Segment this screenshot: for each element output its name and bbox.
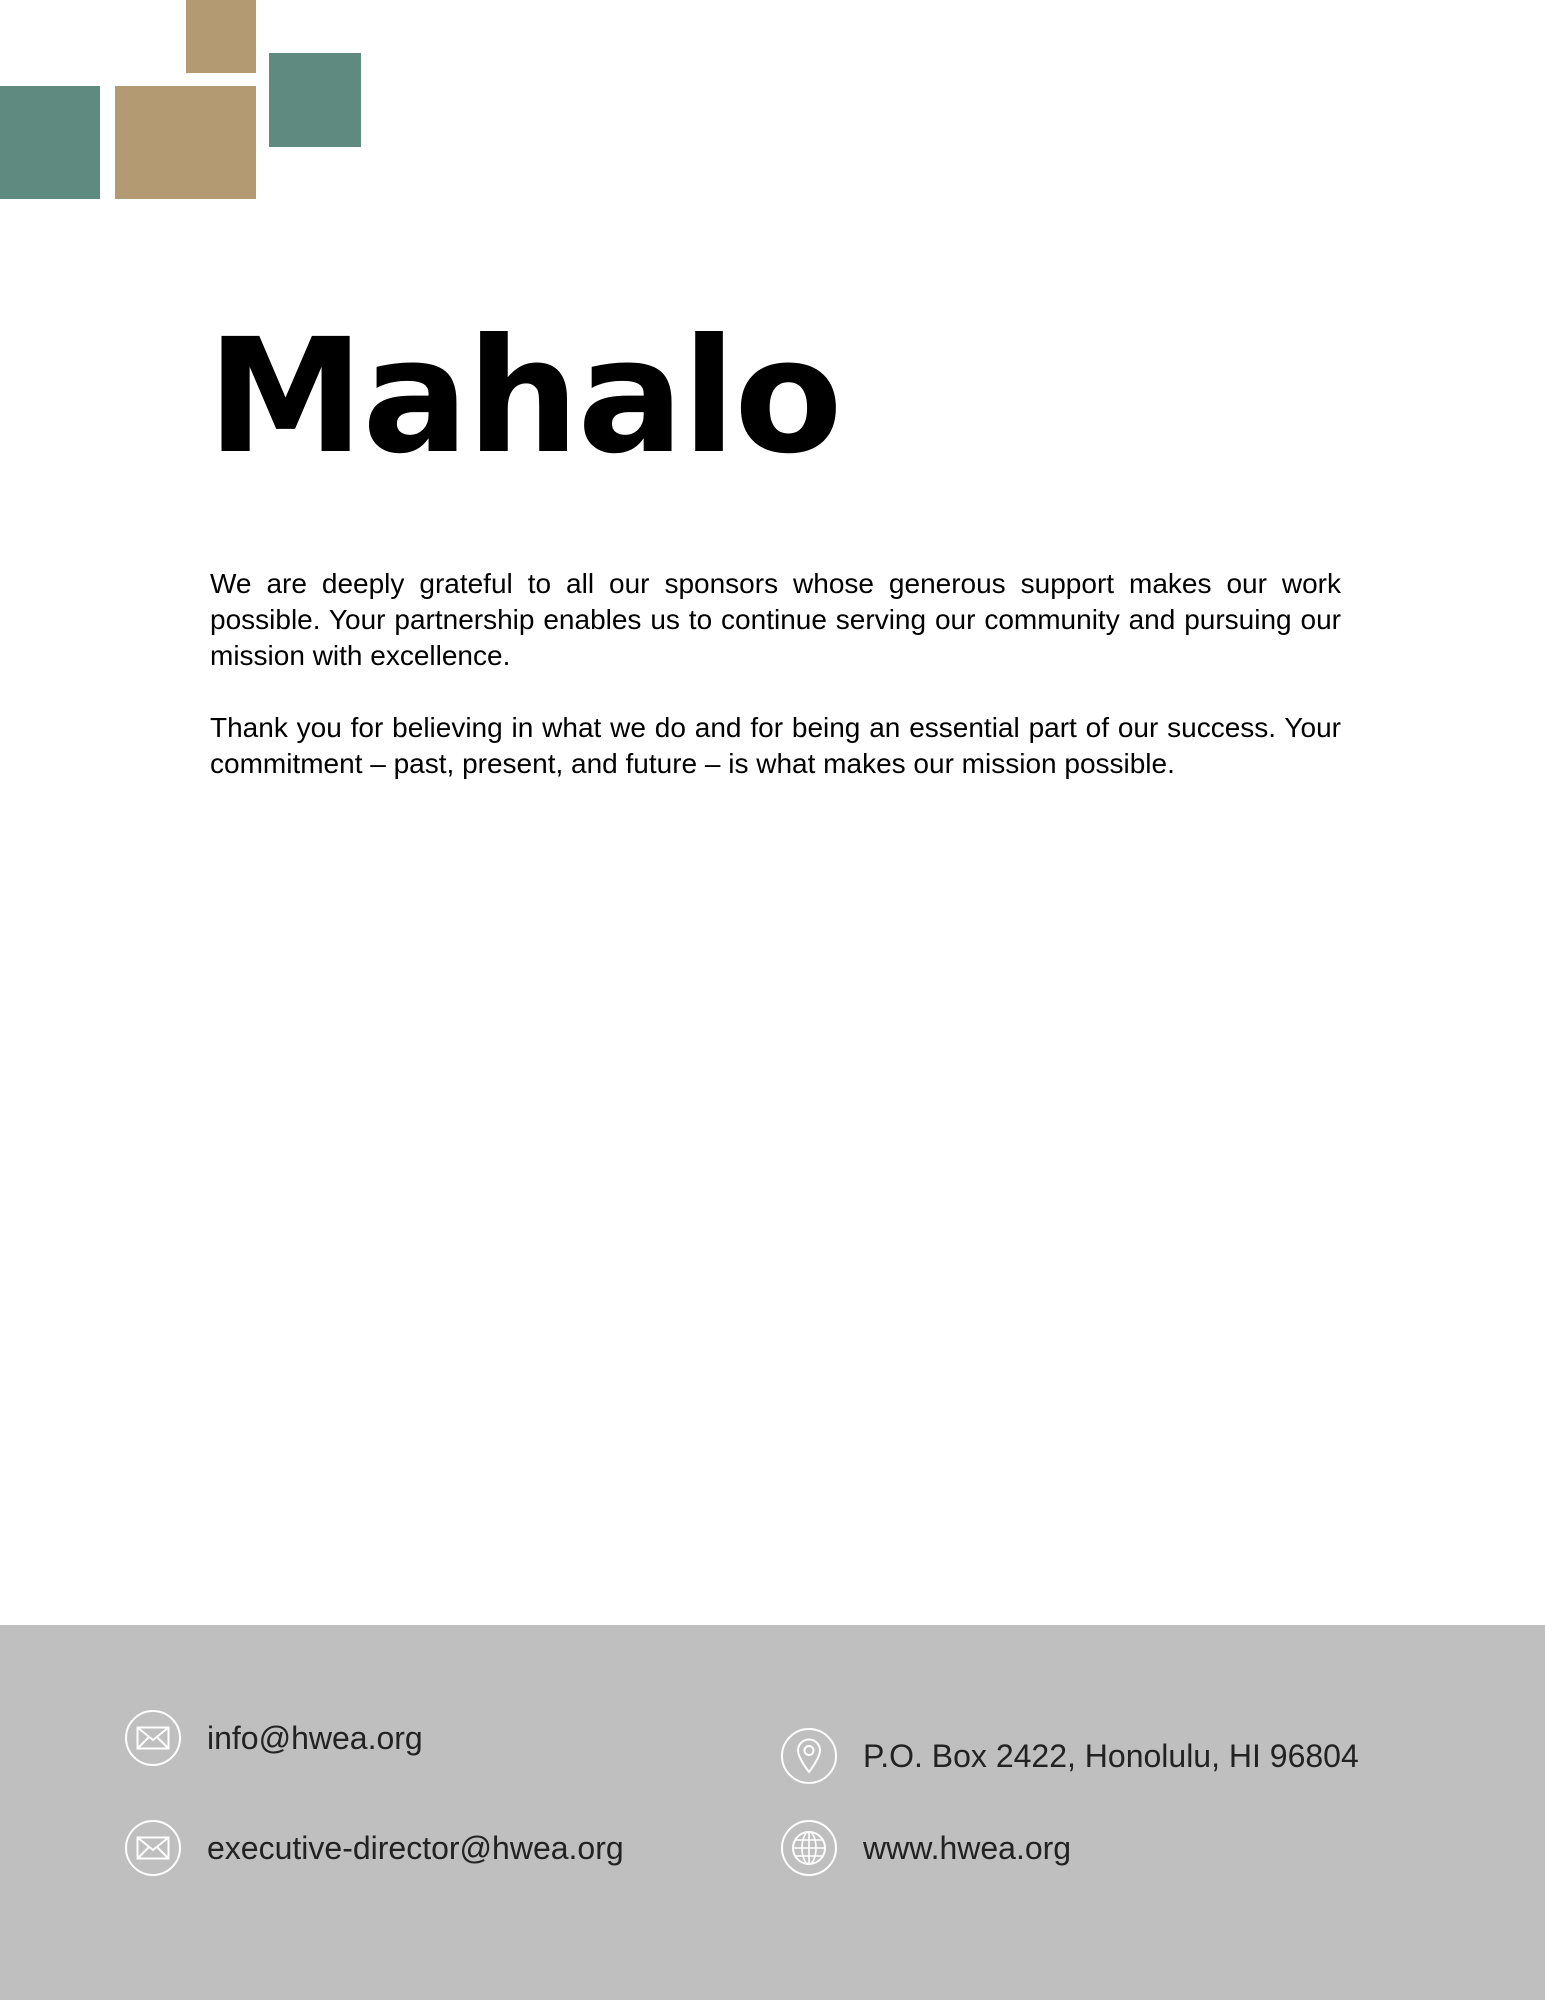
email-icon <box>125 1820 181 1876</box>
thank-you-paragraph: Thank you for believing in what we do and for being an essential part of our success. Your commitment – past, present, and future – is what makes our mission possible. <box>210 712 1341 779</box>
logo-square-teal-right <box>269 53 361 147</box>
contact-email-info-text[interactable]: info@hwea.org <box>207 1719 423 1756</box>
page-title: Mahalo <box>207 305 841 489</box>
logo-square-tan-large <box>115 86 256 199</box>
contact-email-executive <box>125 1820 624 1876</box>
contact-address-text: P.O. Box 2422, Honolulu, HI 96804 <box>863 1737 1359 1774</box>
globe-icon <box>781 1820 837 1876</box>
contact-website <box>781 1820 1071 1876</box>
contact-email-info <box>125 1710 423 1766</box>
logo-square-tan-top <box>186 0 256 73</box>
logo-square-teal-left <box>0 86 100 199</box>
gratitude-paragraph: We are deeply grateful to all our sponsors whose generous support makes our work possible. Your partnership enables us to continue serving our community and pursuing our mission with excellence. <box>210 568 1341 671</box>
footer <box>0 1625 1545 2000</box>
email-icon <box>125 1710 181 1766</box>
contact-address <box>781 1728 1359 1784</box>
contact-website-text[interactable]: www.hwea.org <box>863 1829 1072 1866</box>
location-pin-icon <box>781 1728 837 1784</box>
contact-email-executive-text[interactable]: executive-director@hwea.org <box>207 1829 624 1866</box>
